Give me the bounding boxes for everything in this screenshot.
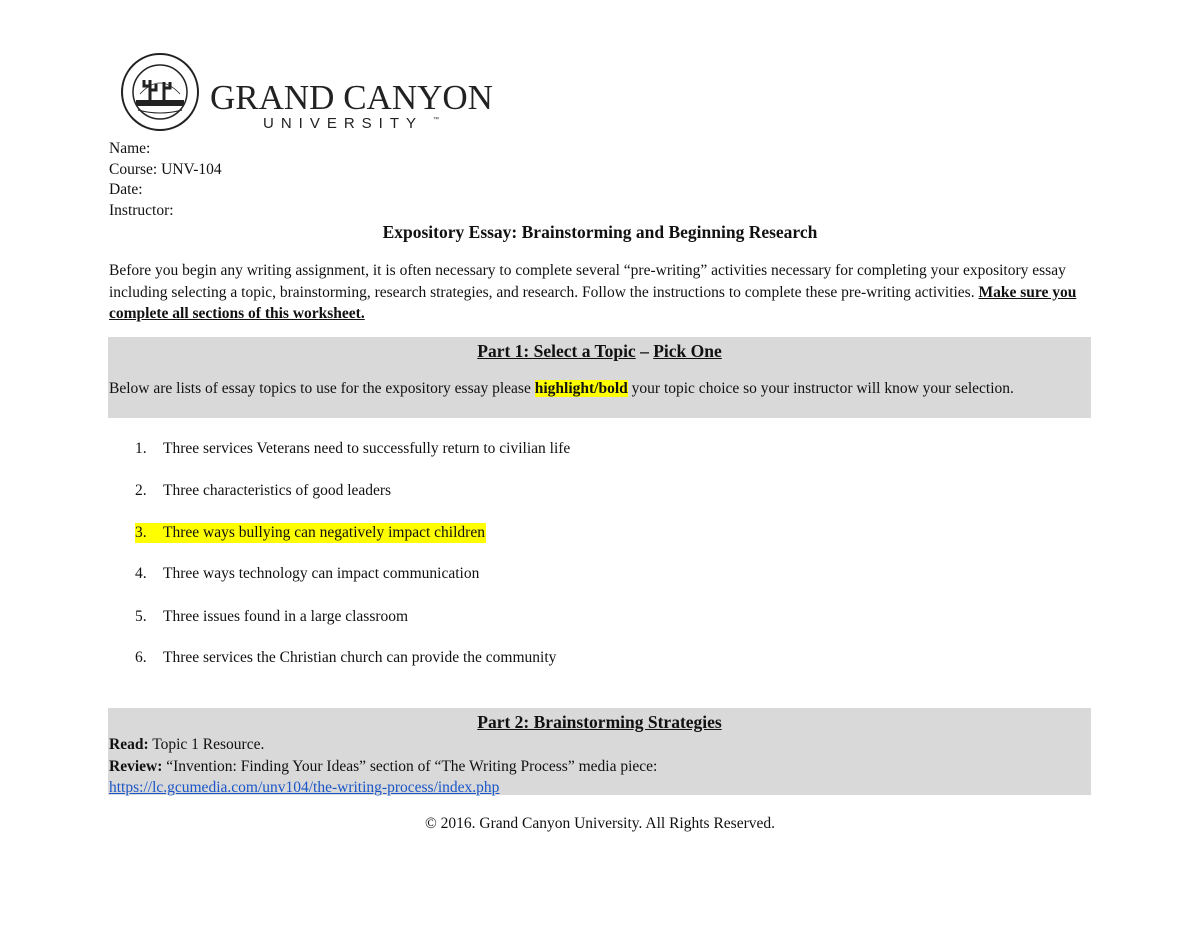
review-label: Review:: [109, 757, 163, 775]
university-seal-icon: [120, 52, 200, 132]
resource-link[interactable]: https://lc.gcumedia.com/unv104/the-writing-process/index.php: [109, 779, 500, 796]
topic-text: Three ways technology can impact communication: [163, 565, 480, 582]
copyright-footer: © 2016. Grand Canyon University. All Rights Reserved.: [424, 815, 775, 832]
logo-trademark: ™: [433, 117, 439, 123]
part1-text-before: Below are lists of essay topics to use for the expository essay please: [109, 380, 535, 397]
part2-heading: [108, 708, 1091, 733]
logo-subtitle: UNIVERSITY: [263, 115, 424, 132]
topic-number: 3.: [135, 524, 147, 541]
review-text: “Invention: Finding Your Ideas” section of “The Writing Process” media piece:: [162, 757, 658, 775]
read-text: Topic 1 Resource.: [148, 736, 265, 753]
part2-panel: [108, 708, 1091, 795]
topic-item[interactable]: [135, 439, 570, 459]
topic-item-selected[interactable]: [135, 523, 486, 543]
part1-instructions: [109, 378, 1084, 399]
topic-text: Three issues found in a large classroom: [163, 608, 409, 625]
intro-emphasis: Make sure you complete all sections of this worksheet.: [109, 283, 1077, 322]
part1-heading: [108, 337, 1091, 362]
topic-text: Three services the Christian church can provide the community: [163, 649, 557, 666]
intro-text: Before you begin any writing assignment, it is often necessary to complete several “pre-writing” activities necessary for completing your expository essay including selecting a topic, brainstorming, research strategies, and research. Follow the instructions to complete these pre-writing activities.: [109, 262, 1066, 301]
part1-heading-separator: –: [635, 341, 654, 361]
part1-highlight-text: highlight/bold: [534, 380, 628, 397]
part2-heading-title: Part 2: Brainstorming Strategies: [477, 712, 722, 732]
topic-number: 5.: [135, 608, 147, 625]
topic-item[interactable]: [135, 648, 556, 668]
topic-text: Three ways bullying can negatively impact children: [163, 524, 485, 541]
part1-text-after: your topic choice so your instructor will know your selection.: [627, 380, 1014, 397]
resource-link-line: [109, 777, 657, 799]
topic-text: Three services Veterans need to successfully return to civilian life: [163, 440, 571, 457]
part2-instructions: [109, 734, 657, 799]
student-info: [109, 139, 222, 222]
topic-number: 2.: [135, 482, 147, 499]
topic-item[interactable]: [135, 564, 479, 584]
page-title: Expository Essay: Brainstorming and Beginning Research: [382, 222, 818, 242]
topic-item[interactable]: [135, 607, 408, 627]
logo-wordmark: GRAND CANYON: [210, 78, 493, 117]
part1-panel: [108, 337, 1091, 418]
course-line: Course: UNV-104: [109, 160, 222, 178]
topic-item[interactable]: [135, 481, 391, 501]
topic-number: 4.: [135, 565, 147, 582]
topic-text: Three characteristics of good leaders: [163, 482, 392, 499]
name-line: Name:: [109, 140, 151, 157]
topic-number: 6.: [135, 649, 147, 666]
university-logo: [120, 52, 500, 134]
read-label: Read:: [109, 736, 149, 753]
read-line: [109, 734, 657, 756]
part1-heading-title: Part 1: Select a Topic: [477, 341, 636, 361]
part1-heading-instruction: Pick One: [653, 341, 722, 361]
review-line: [109, 756, 657, 778]
instructor-line: Instructor:: [109, 202, 174, 220]
date-line: Date:: [109, 181, 143, 199]
topic-number: 1.: [135, 440, 147, 457]
intro-paragraph: [109, 260, 1099, 325]
